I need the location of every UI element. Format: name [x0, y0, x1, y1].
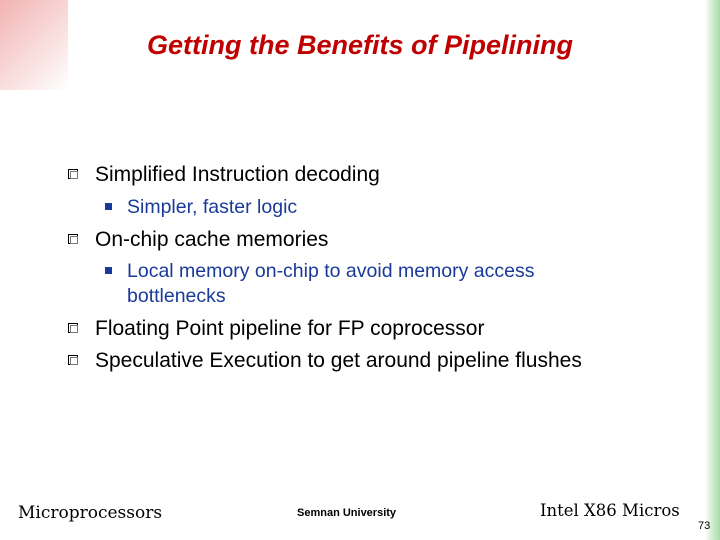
sub-bullet-text: Local memory on-chip to avoid memory access [127, 260, 535, 282]
hollow-square-bullet-icon [68, 323, 78, 333]
sub-bullet-text-continued: bottlenecks [127, 285, 226, 307]
bullet-text: Speculative Execution to get around pipeline flushes [95, 349, 582, 372]
filled-square-bullet-icon [105, 203, 112, 210]
bullet-text: On-chip cache memories [95, 228, 329, 251]
footer-course-title: Microprocessors [18, 503, 163, 523]
page-number: 73 [698, 520, 711, 532]
sub-bullet-text: Simpler, faster logic [127, 196, 298, 218]
filled-square-bullet-icon [105, 267, 112, 274]
footer-university: Semnan University [297, 507, 397, 519]
slide-title: Getting the Benefits of Pipelining [146, 30, 573, 60]
bullet-text: Simplified Instruction decoding [95, 163, 380, 186]
hollow-square-bullet-icon [68, 169, 78, 179]
footer-topic: Intel X86 Micros [540, 501, 680, 520]
bullet-text: Floating Point pipeline for FP coprocessor [95, 317, 485, 340]
hollow-square-bullet-icon [68, 355, 78, 365]
right-edge-decoration [705, 0, 720, 540]
hollow-square-bullet-icon [68, 234, 78, 244]
